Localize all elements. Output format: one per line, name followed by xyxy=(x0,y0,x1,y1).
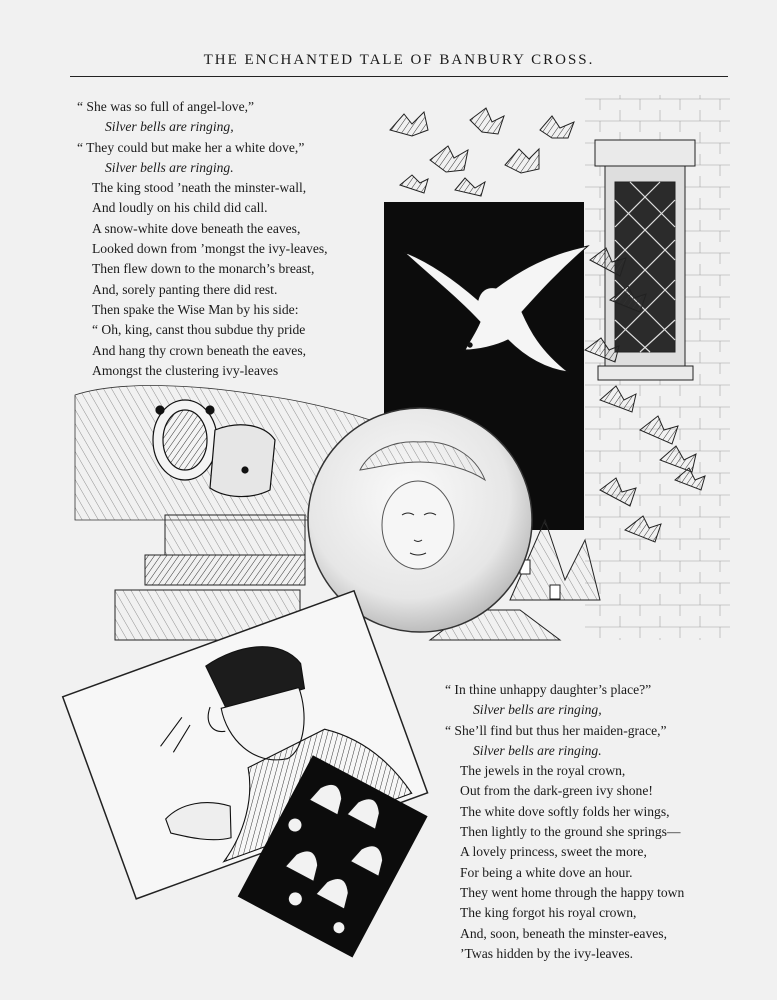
verse-line: The white dove softly folds her wings, xyxy=(460,803,670,819)
verse-line: “ They could but make her a white dove,” xyxy=(77,139,305,155)
verse-refrain: Silver bells are ringing. xyxy=(473,742,602,758)
verse-line: Looked down from ’mongst the ivy-leaves, xyxy=(92,241,328,257)
verse-line: For being a white dove an hour. xyxy=(460,864,633,880)
verse-line: The king stood ’neath the minster-wall, xyxy=(92,180,307,196)
verse-line: The jewels in the royal crown, xyxy=(460,763,626,779)
verse-line: And, soon, beneath the minster-eaves, xyxy=(460,925,667,941)
verse-refrain: Silver bells are ringing, xyxy=(105,119,234,135)
verse-line: The king forgot his royal crown, xyxy=(460,905,637,921)
verse-refrain: Silver bells are ringing. xyxy=(105,159,234,175)
verse-line: Then flew down to the monarch’s breast, xyxy=(92,261,315,277)
verse-line: “ She was so full of angel-love,” xyxy=(77,99,255,114)
verse-line: “ Oh, king, canst thou subdue thy pride xyxy=(92,322,306,338)
verse-line: And loudly on his child did call. xyxy=(92,200,268,216)
stanza-top-left xyxy=(77,97,328,381)
verse-line: Then spake the Wise Man by his side: xyxy=(92,301,299,317)
verse-line: “ She’ll find but thus her maiden-grace,” xyxy=(445,722,667,738)
verse-line: “ In thine unhappy daughter’s place?” xyxy=(445,682,652,697)
verse-line: And hang thy crown beneath the eaves, xyxy=(92,342,307,358)
stanza-bottom-right xyxy=(445,680,684,964)
verse-line: Then lightly to the ground she springs— xyxy=(460,824,681,840)
verse-line: And, sorely panting there did rest. xyxy=(92,281,278,297)
page-title: THE ENCHANTED TALE OF BANBURY CROSS. xyxy=(203,52,595,68)
ivy-top xyxy=(390,108,574,196)
verse-line: Amongst the clustering ivy-leaves xyxy=(92,362,279,378)
verse-line: ’Twas hidden by the ivy-leaves. xyxy=(460,945,634,961)
verse-line: Out from the dark-green ivy shone! xyxy=(460,783,653,799)
verse-line: They went home through the happy town xyxy=(460,884,685,900)
verse-refrain: Silver bells are ringing, xyxy=(473,702,602,718)
verse-line: A lovely princess, sweet the more, xyxy=(460,844,647,860)
verse-line: A snow-white dove beneath the eaves, xyxy=(92,220,301,236)
